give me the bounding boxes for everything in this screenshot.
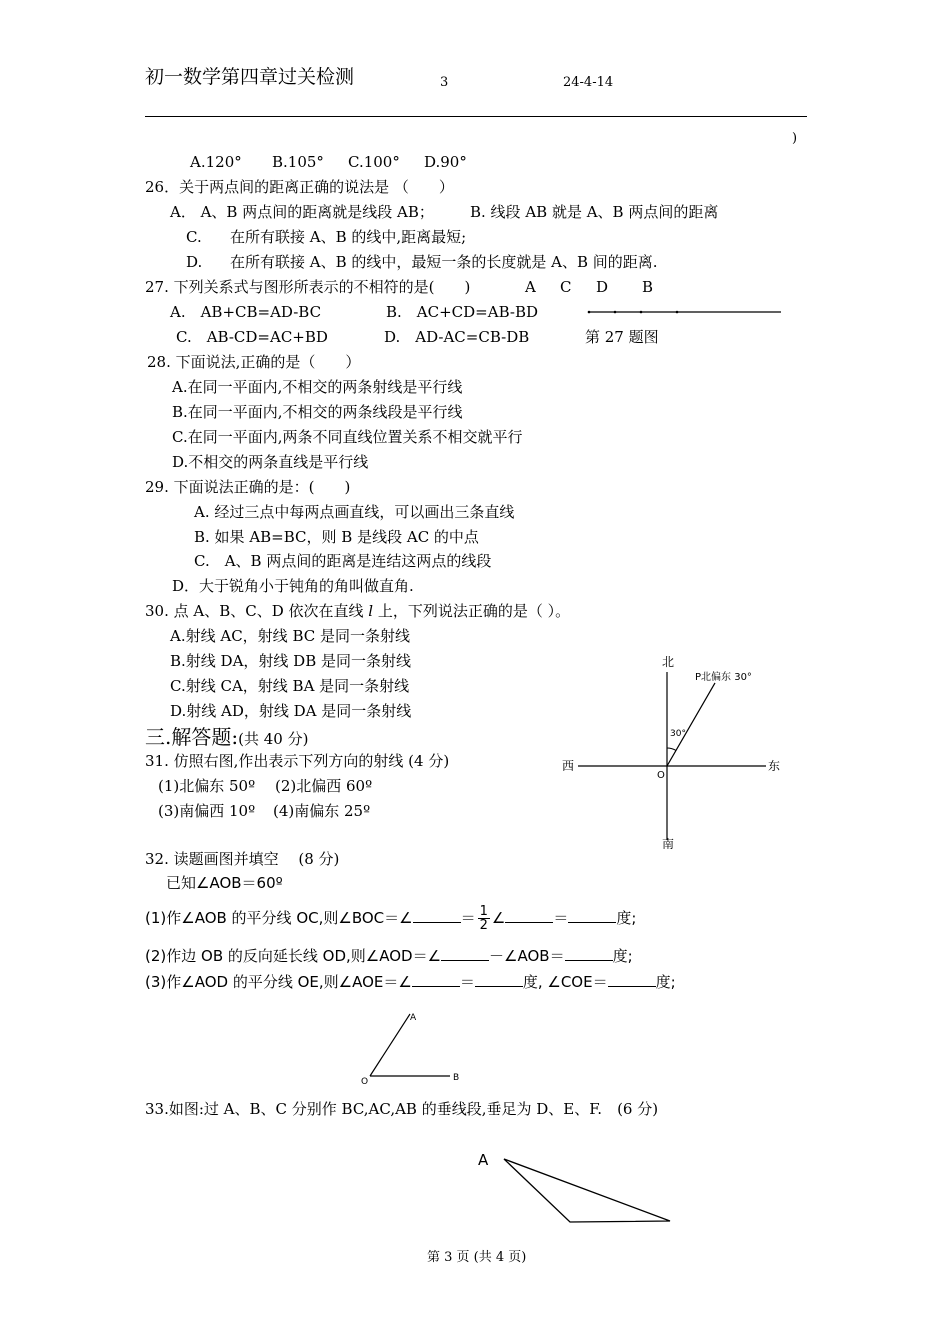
q32-figure-label-a: A: [410, 1013, 417, 1023]
q28-option-b: B.在同一平面内,不相交的两条线段是平行线: [172, 403, 463, 421]
section-3-title: 三.解答题:: [145, 725, 239, 749]
q33-triangle-figure: [470, 1145, 680, 1230]
compass-south-label: 南: [662, 837, 675, 851]
q32-step-2-unit: 度;: [612, 947, 633, 965]
q28-option-a: A.在同一平面内,不相交的两条射线是平行线: [172, 378, 463, 396]
q30-option-b: B.射线 DA，射线 DB 是同一条射线: [170, 652, 412, 670]
q31-item-2: (2)北偏西 60º: [275, 777, 373, 795]
q27-option-b: B. AC+CD=AB-BD: [386, 303, 538, 321]
q25-option-b: B.105°: [272, 153, 324, 171]
q27-line-figure: [585, 305, 785, 317]
q27-option-c: C. AB-CD=AC+BD: [176, 328, 328, 346]
q32-step-1-blank-1[interactable]: [413, 908, 461, 923]
q32-step-3: [145, 972, 676, 991]
q32-step-1-pre: (1)作∠AOB 的平分线 OC,则∠BOC＝∠: [145, 909, 413, 927]
q25-option-c: C.100°: [348, 153, 400, 171]
q27-point-c: [614, 311, 617, 314]
q33-figure-label-a: A: [478, 1151, 489, 1169]
q27-point-label-b: B: [642, 278, 654, 296]
compass-figure: [560, 650, 790, 860]
q26-option-c-text: 在所有联接 A、B 的线中,距离最短;: [230, 228, 467, 246]
q32-step-3-pre: (3)作∠AOD 的平分线 OE,则∠AOE＝∠: [145, 973, 412, 991]
q30-stem-pre: 30. 点 A、B、C、D 依次在直线: [145, 602, 369, 620]
q32-figure-label-o: O: [361, 1077, 369, 1087]
q27-stem: 27. 下列关系式与图形所表示的不相符的是( ): [145, 278, 471, 296]
q28-option-c: C.在同一平面内,两条不同直线位置关系不相交就平行: [172, 428, 523, 446]
compass-north-label: 北: [662, 655, 675, 669]
q30-stem: [145, 602, 570, 620]
q32-step-2-blank-1[interactable]: [441, 946, 489, 961]
ray-north-east-30: [667, 683, 715, 766]
q32-fraction-denominator: 2: [479, 918, 488, 933]
q27-point-d: [640, 311, 643, 314]
q31-item-3: (3)南偏西 10º: [158, 802, 256, 820]
q32-step-2: [145, 946, 633, 965]
q27-figure-caption: 第 27 题图: [585, 328, 659, 346]
q32-step-2-blank-2[interactable]: [565, 946, 613, 961]
q32-stem: 32. 读题画图并填空 (8 分): [145, 850, 340, 868]
section-3-heading: [145, 725, 308, 751]
q31-stem: 31. 仿照右图,作出表示下列方向的射线 (4 分): [145, 752, 450, 770]
q33-stem: 33.如图:过 A、B、C 分别作 BC,AC,AB 的垂线段,垂足为 D、E、F. (6 分): [145, 1100, 659, 1118]
q25-option-d: D.90°: [424, 153, 467, 171]
q30-line-variable: l: [368, 602, 374, 620]
compass-origin-label: O: [657, 770, 665, 781]
q32-step-1-unit: 度;: [616, 909, 637, 927]
q27-point-label-d: D: [596, 278, 609, 296]
header-page-number: 3: [440, 75, 449, 90]
q30-option-c: C.射线 CA，射线 BA 是同一条射线: [170, 677, 410, 695]
angle-arc: [667, 748, 676, 750]
q32-one-half-fraction: [478, 905, 490, 932]
q26-option-d-text: 在所有联接 A、B 的线中，最短一条的长度就是 A、B 间的距离.: [230, 253, 658, 271]
q29-option-c: C. A、B 两点间的距离是连结这两点的线段: [194, 552, 492, 570]
q30-option-a: A.射线 AC，射线 BC 是同一条射线: [170, 627, 410, 645]
q32-angle-figure: [355, 1008, 475, 1088]
header-date: 24-4-14: [563, 75, 614, 90]
q27-point-a: [588, 311, 591, 314]
q26-option-a: A． A、B 两点间的距离就是线段 AB；: [170, 203, 434, 221]
q30-stem-post: 上，下列说法正确的是（ ）。: [373, 602, 571, 620]
q32-fraction-numerator: 1: [479, 904, 488, 919]
ray-oa: [370, 1014, 410, 1076]
q32-step-3-blank-3[interactable]: [608, 972, 656, 987]
q32-figure-label-b: B: [453, 1073, 460, 1083]
q27-option-d: D. AD-AC=CB-DB: [384, 328, 530, 346]
q32-step-1-blank-2[interactable]: [505, 908, 553, 923]
section-3-points: (共 40 分): [238, 730, 309, 748]
q32-step-3-eq: ＝: [459, 973, 475, 991]
q26-option-c-label: C.: [186, 228, 202, 246]
q32-step-1-eq: ＝: [460, 909, 476, 927]
q32-step-2-mid: －∠AOB＝: [489, 947, 565, 965]
q26-option-d-label: D.: [186, 253, 203, 271]
compass-east-label: 东: [768, 759, 781, 773]
compass-angle-label: 30°: [670, 729, 686, 739]
q27-point-label-a: A: [525, 278, 536, 296]
q28-stem: 28. 下面说法,正确的是（ ）: [147, 353, 361, 371]
q32-step-3-blank-2[interactable]: [475, 972, 523, 987]
compass-ray-label: P北偏东 30°: [695, 672, 752, 683]
q32-step-1-blank-3[interactable]: [568, 908, 616, 923]
q32-step-3-mid: 度, ∠COE＝: [522, 973, 608, 991]
q26-option-b: B. 线段 AB 就是 A、B 两点间的距离: [470, 203, 719, 221]
q25-option-a: A.120°: [190, 153, 242, 171]
q28-option-d: D.不相交的两条直线是平行线: [172, 453, 369, 471]
q32-step-3-blank-1[interactable]: [412, 972, 460, 987]
q31-item-1: (1)北偏东 50º: [158, 777, 256, 795]
q27-point-b: [676, 311, 679, 314]
q30-option-d: D.射线 AD，射线 DA 是同一条射线: [170, 702, 412, 720]
page-footer: 第 3 页 (共 4 页): [427, 1250, 527, 1265]
q26-stem: 26．关于两点间的距离正确的说法是 （ ）: [145, 178, 454, 196]
q27-point-label-c: C: [560, 278, 572, 296]
q32-step-1-eq-2: ＝: [553, 909, 569, 927]
carried-paren: ): [792, 131, 798, 146]
q32-step-1: [145, 898, 636, 938]
compass-west-label: 西: [562, 759, 575, 773]
q32-step-2-pre: (2)作边 OB 的反向延长线 OD,则∠AOD＝∠: [145, 947, 442, 965]
triangle-abc: [504, 1159, 670, 1222]
q27-option-a: A. AB+CB=AD-BC: [170, 303, 322, 321]
q29-option-a: A. 经过三点中每两点画直线，可以画出三条直线: [194, 503, 515, 521]
q32-step-3-unit: 度;: [655, 973, 676, 991]
q29-option-d: D．大于锐角小于钝角的角叫做直角.: [172, 577, 414, 595]
q31-item-4: (4)南偏东 25º: [273, 802, 371, 820]
header-rule: [145, 116, 807, 117]
q29-stem: 29. 下面说法正确的是：( ): [145, 478, 351, 496]
q29-option-b: B. 如果 AB=BC，则 B 是线段 AC 的中点: [194, 528, 479, 546]
q32-step-1-angle: ∠: [491, 909, 506, 927]
q32-given: 已知∠AOB＝60º: [166, 874, 283, 892]
document-title: 初一数学第四章过关检测: [145, 66, 355, 88]
